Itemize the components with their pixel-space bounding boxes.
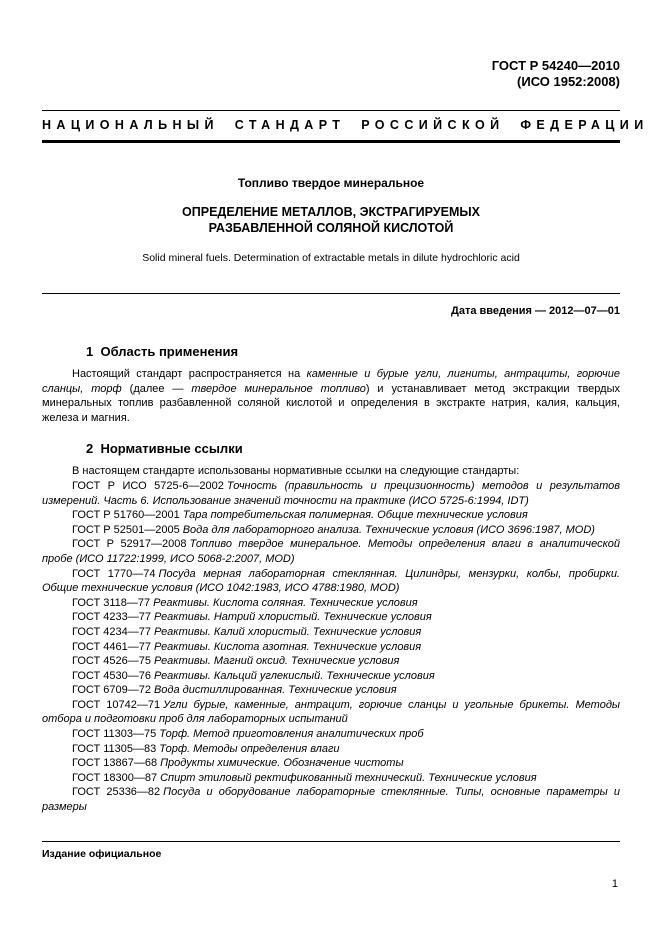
- reference-number: ГОСТ 11303—75: [72, 728, 157, 741]
- reference-number: ГОСТ Р 52501—2005: [72, 523, 180, 536]
- page-content: [42, 0, 649, 815]
- scope-text-2-italic: каменные и бурые угли, лигниты, антрациты, горючие сланцы, торф: [42, 368, 620, 395]
- reference-item: [42, 771, 620, 786]
- reference-title: Продукты химические. Обозначение чистоты: [160, 757, 404, 770]
- reference-title: Реактивы. Кальций углекислый. Технические условия: [153, 669, 435, 682]
- reference-number: ГОСТ 25336—82: [72, 786, 161, 799]
- reference-item: [42, 567, 620, 596]
- reference-title: Посуда мерная лабораторная стеклянная. Цилиндры, мензурки, колбы, пробирки. Общие технические условия (ИСО 1042:1983, ИСО 4788:1980, MOD): [42, 567, 620, 595]
- reference-number: ГОСТ 11305—83: [72, 742, 157, 755]
- doc-iso-number: (ИСО 1952:2008): [517, 73, 620, 89]
- reference-item: [42, 756, 620, 771]
- reference-title: Точность (правильность и прецизионность) методов и результатов измерений. Часть 6. Использование значений точности на практике (ИСО 5725-6:1994, IDT): [42, 479, 620, 507]
- scope-text-1: Настоящий стандарт распространяется на: [72, 368, 307, 380]
- effective-date: Дата введения — 2012—07—01: [451, 305, 620, 317]
- reference-title: Вода для лабораторного анализа. Технические условия (ИСО 3696:1987, MOD): [182, 523, 595, 536]
- document-title-english: Solid mineral fuels. Determination of extractable metals in dilute hydrochloric acid: [142, 252, 520, 264]
- title-block: [42, 176, 620, 264]
- reference-item: [42, 683, 620, 698]
- reference-item: [42, 610, 620, 625]
- reference-title: Угли бурые, каменные, антрацит, горючие сланцы и угольные брикеты. Методы отбора и подготовки проб для лабораторных испытаний: [42, 698, 620, 726]
- reference-title: Реактивы. Натрий хлористый. Технические условия: [153, 611, 432, 624]
- reference-number: ГОСТ 1770—74: [72, 567, 156, 580]
- reference-item: [42, 698, 620, 727]
- reference-number: ГОСТ 4234—77: [72, 625, 151, 638]
- reference-item: [42, 669, 620, 684]
- scope-text-5: ) и устанавливает метод экстракции твердых минеральных топлив разбавленной соляной кислотой и определения в экстракте натрия, калия, кальция, железа и магния.: [42, 382, 620, 424]
- document-title: [42, 205, 620, 236]
- subject-group-title: Топливо твердое минеральное: [237, 176, 425, 190]
- reference-item: [42, 785, 620, 814]
- reference-item: [42, 523, 620, 538]
- reference-title: Торф. Методы определения влаги: [159, 742, 340, 755]
- reference-title: Тара потребительская полимерная. Общие технические условия: [182, 509, 528, 522]
- reference-item: [42, 508, 620, 523]
- banner-text: НАЦИОНАЛЬНЫЙ СТАНДАРТ РОССИЙСКОЙ ФЕДЕРАЦИИ: [42, 118, 649, 132]
- doc-header: [42, 58, 620, 89]
- reference-number: ГОСТ 18300—87: [72, 771, 158, 784]
- section-1-heading: 1 Область применения: [86, 344, 239, 359]
- reference-number: ГОСТ Р ИСО 5725-6—2002: [72, 479, 224, 492]
- reference-number: ГОСТ 4233—77: [72, 611, 151, 624]
- doc-number: ГОСТ Р 54240—2010: [491, 58, 620, 73]
- scope-text-4-italic: твердое минеральное топливо: [191, 382, 366, 395]
- reference-title: Топливо твердое минеральное. Методы определения влаги в аналитической пробе (ИСО 11722:1999, ИСО 5068-2:2007, MOD): [42, 538, 621, 565]
- reference-item: [42, 654, 620, 669]
- reference-number: ГОСТ 4526—75: [72, 655, 151, 668]
- reference-item: [42, 742, 620, 757]
- scope-text-3: (далее —: [121, 382, 192, 395]
- reference-title: Реактивы. Магний оксид. Технические условия: [153, 655, 400, 668]
- reference-number: ГОСТ Р 52917—2008: [72, 538, 187, 551]
- reference-title: Реактивы. Калий хлористый. Технические условия: [153, 625, 422, 638]
- section-2-intro: В настоящем стандарте использованы нормативные ссылки на следующие стандарты:: [72, 465, 520, 478]
- reference-item: [42, 479, 620, 508]
- page-number: 1: [611, 878, 618, 890]
- reference-item: [42, 640, 620, 655]
- reference-number: ГОСТ 6709—72: [72, 684, 151, 697]
- reference-number: ГОСТ Р 51760—2001: [72, 509, 180, 522]
- reference-title: Спирт этиловый ректификованный технический. Технические условия: [160, 771, 537, 784]
- reference-number: ГОСТ 4461—77: [72, 640, 151, 653]
- reference-title: Посуда и оборудование лабораторные стеклянные. Типы, основные параметры и размеры: [42, 786, 621, 814]
- reference-number: ГОСТ 10742—71: [72, 698, 161, 711]
- reference-number: ГОСТ 13867—68: [72, 757, 158, 770]
- section-2-heading: 2 Нормативные ссылки: [86, 441, 243, 457]
- reference-number: ГОСТ 4530—76: [72, 669, 151, 682]
- document-title-line1: ОПРЕДЕЛЕНИЕ МЕТАЛЛОВ, ЭКСТРАГИРУЕМЫХ: [182, 205, 480, 219]
- section-1-paragraph: [42, 367, 620, 425]
- national-standard-banner: [42, 110, 649, 143]
- horizontal-rule: [42, 293, 620, 294]
- reference-title: Торф. Метод приготовления аналитических проб: [159, 728, 424, 741]
- official-edition-label: Издание официальное: [42, 848, 162, 860]
- document-title-line2: РАЗБАВЛЕННОЙ СОЛЯНОЙ КИСЛОТОЙ: [208, 220, 454, 235]
- reference-item: [42, 625, 620, 640]
- reference-item: [42, 537, 620, 566]
- reference-number: ГОСТ 3118—77: [72, 596, 151, 609]
- reference-item: [42, 596, 620, 611]
- page-footer: [42, 841, 620, 890]
- reference-item: [42, 727, 620, 742]
- reference-title: Вода дистиллированная. Технические условия: [153, 684, 397, 697]
- reference-title: Реактивы. Кислота азотная. Технические условия: [153, 640, 422, 653]
- reference-title: Реактивы. Кислота соляная. Технические условия: [153, 596, 418, 609]
